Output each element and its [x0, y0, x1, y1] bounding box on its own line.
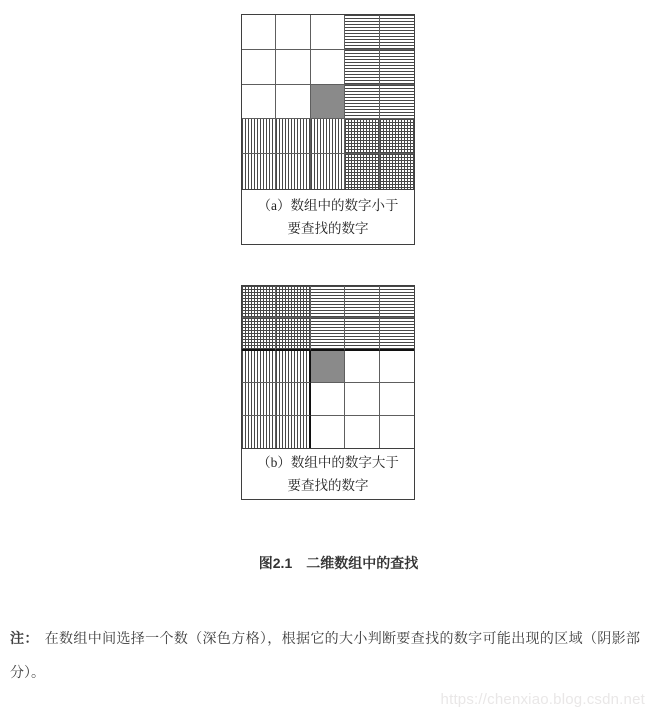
- grid-cell-v: [242, 154, 276, 189]
- grid-cell-plain: [311, 416, 345, 448]
- note-label: 注：: [10, 630, 39, 646]
- grid-cell-x: [276, 318, 310, 350]
- grid-cell-x: [380, 119, 414, 154]
- grid-cell-h: [380, 318, 414, 350]
- grid-cell-v: [276, 154, 310, 189]
- figure-b-box: [241, 285, 415, 500]
- grid-cell-plain: [242, 85, 276, 120]
- figure-b-caption-line2: 要查找的数字: [287, 478, 369, 493]
- grid-cell-plain: [242, 50, 276, 85]
- grid-cell-plain: [311, 15, 345, 50]
- grid-cell-h: [345, 286, 379, 318]
- grid-cell-plain: [345, 351, 379, 383]
- figure-a-box: [241, 14, 415, 245]
- grid-cell-v: [242, 416, 276, 448]
- grid-cell-h: [345, 318, 379, 350]
- grid-cell-h: [345, 50, 379, 85]
- grid-cell-dark: [311, 351, 345, 383]
- grid-cell-v: [242, 119, 276, 154]
- figure-b-caption-line1: （b）数组中的数字大于: [257, 455, 399, 470]
- grid-cell-x: [380, 154, 414, 189]
- figure-a-caption-line2: 要查找的数字: [287, 221, 369, 236]
- grid-cell-plain: [276, 85, 310, 120]
- grid-cell-h: [380, 85, 414, 120]
- note-paragraph: [10, 621, 640, 689]
- grid-cell-plain: [345, 416, 379, 448]
- grid-cell-v: [311, 154, 345, 189]
- note-text: 在数组中间选择一个数（深色方格），根据它的大小判断要查找的数字可能出现的区域（阴影部分）。: [10, 630, 641, 680]
- grid-cell-h: [345, 15, 379, 50]
- grid-cell-plain: [345, 383, 379, 415]
- grid-a: [242, 15, 414, 190]
- grid-cell-v: [242, 383, 276, 415]
- grid-cell-plain: [380, 416, 414, 448]
- grid-cell-h: [311, 286, 345, 318]
- grid-cell-v: [276, 383, 310, 415]
- grid-cell-plain: [380, 383, 414, 415]
- figure-a-caption: [242, 190, 414, 244]
- grid-cell-h: [380, 15, 414, 50]
- grid-cell-dark: [311, 85, 345, 120]
- grid-cell-x: [345, 154, 379, 189]
- grid-cell-plain: [276, 50, 310, 85]
- grid-cell-plain: [380, 351, 414, 383]
- figure-title: 图2.1 二维数组中的查找: [258, 555, 419, 571]
- grid-cell-h: [380, 50, 414, 85]
- grid-cell-v: [276, 351, 310, 383]
- grid-cell-x: [242, 286, 276, 318]
- grid-cell-h: [345, 85, 379, 120]
- grid-cell-plain: [242, 15, 276, 50]
- grid-cell-h: [311, 318, 345, 350]
- grid-b: [242, 286, 414, 449]
- figure-b-caption: [242, 449, 414, 499]
- grid-cell-x: [345, 119, 379, 154]
- grid-cell-plain: [311, 50, 345, 85]
- grid-cell-v: [311, 119, 345, 154]
- grid-cell-v: [276, 416, 310, 448]
- grid-cell-v: [242, 351, 276, 383]
- grid-cell-x: [276, 286, 310, 318]
- figure-a-caption-line1: （a）数组中的数字小于: [257, 198, 399, 213]
- grid-cell-v: [276, 119, 310, 154]
- grid-cell-plain: [276, 15, 310, 50]
- watermark-url: https://chenxiao.blog.csdn.net: [440, 691, 645, 708]
- grid-cell-h: [380, 286, 414, 318]
- grid-cell-x: [242, 318, 276, 350]
- grid-cell-plain: [311, 383, 345, 415]
